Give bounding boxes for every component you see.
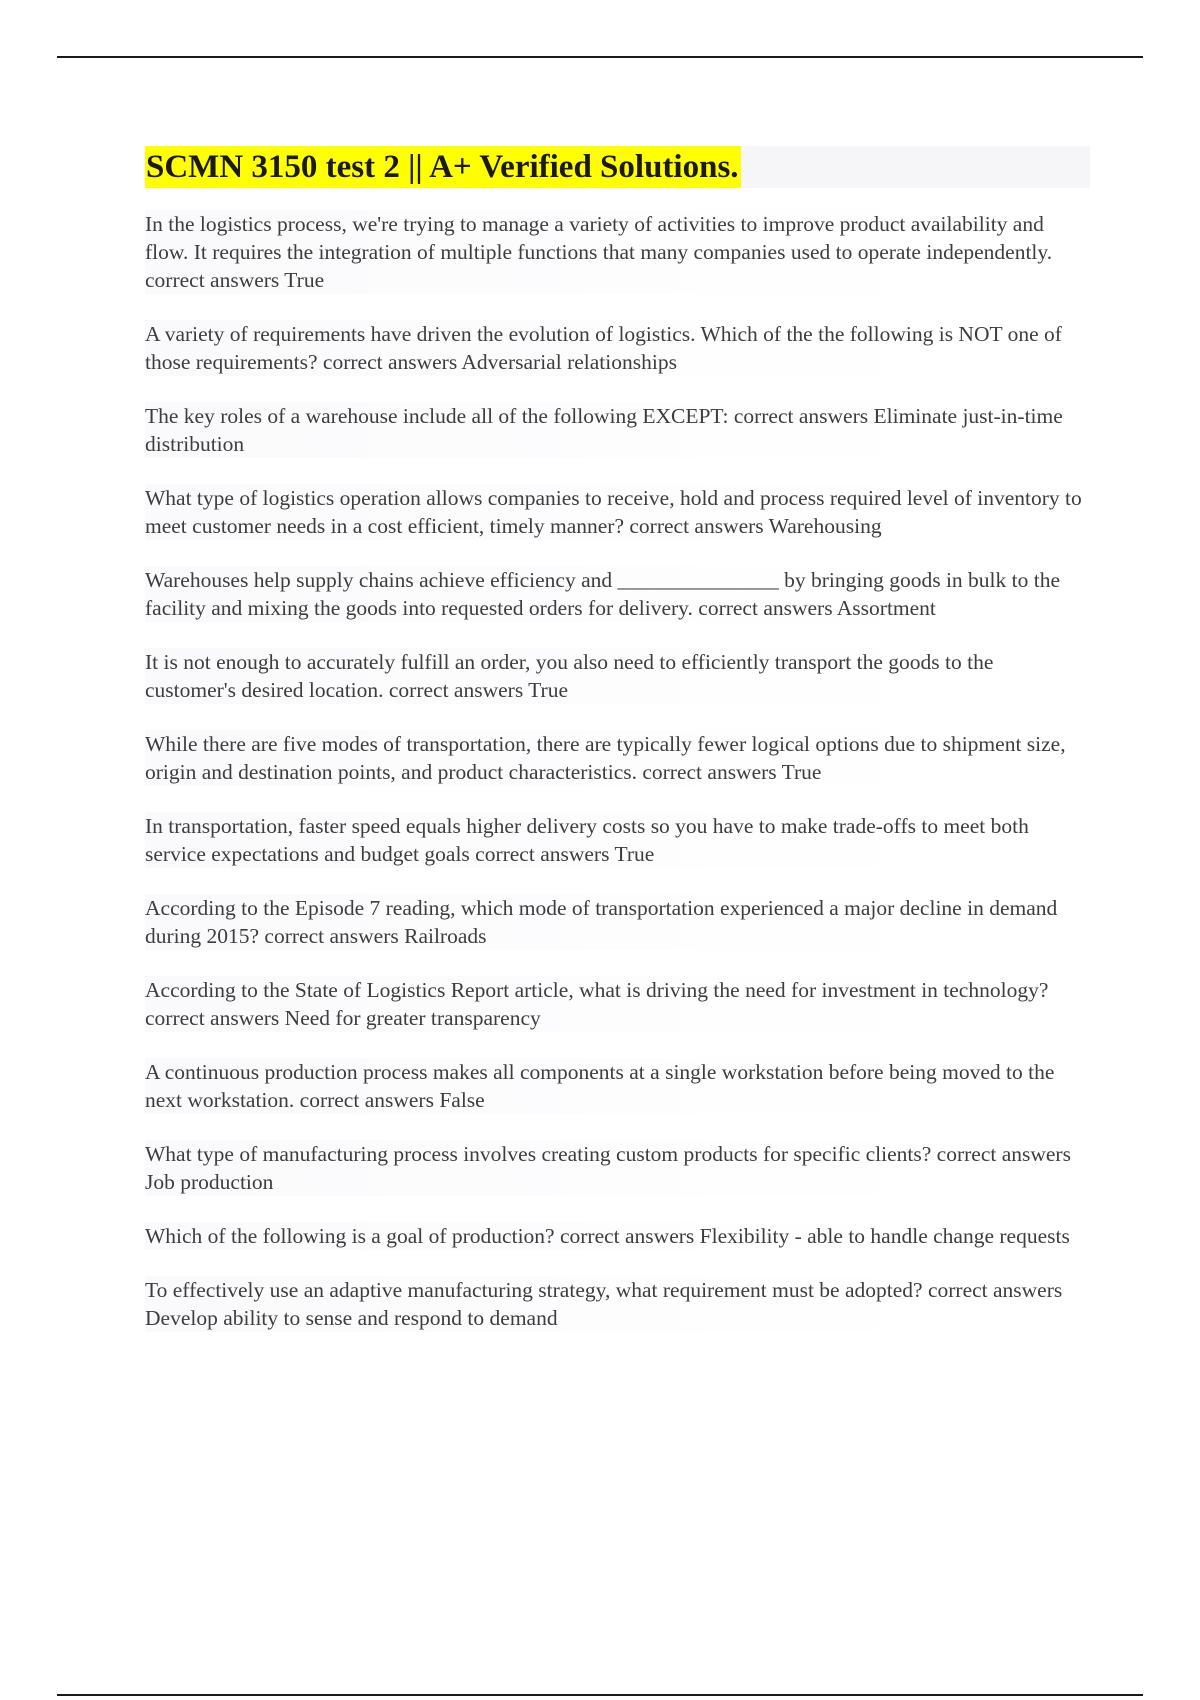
qa-item-9: According to the Episode 7 reading, which mode of transportation experienced a major decline in demand during 2015? correct answers Railroads — [145, 894, 1085, 950]
qa-item-1: In the logistics process, we're trying to manage a variety of activities to improve product availability and flow. It requires the integration of multiple functions that many companies used to operate independently. correct answers True — [145, 210, 1085, 294]
qa-item-14: To effectively use an adaptive manufacturing strategy, what requirement must be adopted? correct answers Develop ability to sense and respond to demand — [145, 1276, 1085, 1332]
qa-item-11: A continuous production process makes all components at a single workstation before being moved to the next workstation. correct answers False — [145, 1058, 1085, 1114]
qa-list — [145, 210, 1090, 1332]
qa-item-3: The key roles of a warehouse include all of the following EXCEPT: correct answers Eliminate just-in-time distribution — [145, 402, 1085, 458]
top-rule — [57, 56, 1143, 58]
qa-item-8: In transportation, faster speed equals higher delivery costs so you have to make trade-offs to meet both service expectations and budget goals correct answers True — [145, 812, 1085, 868]
document-title: SCMN 3150 test 2 || A+ Verified Solutions. — [145, 146, 741, 188]
qa-item-7: While there are five modes of transportation, there are typically fewer logical options due to shipment size, origin and destination points, and product characteristics. correct answers True — [145, 730, 1085, 786]
title-band — [145, 146, 1090, 188]
qa-item-2: A variety of requirements have driven the evolution of logistics. Which of the the following is NOT one of those requirements? correct answers Adversarial relationships — [145, 320, 1085, 376]
qa-item-5: Warehouses help supply chains achieve efficiency and _______________ by bringing goods in bulk to the facility and mixing the goods into requested orders for delivery. correct answers Assortment — [145, 566, 1085, 622]
qa-item-6: It is not enough to accurately fulfill an order, you also need to efficiently transport the goods to the customer's desired location. correct answers True — [145, 648, 1085, 704]
qa-item-10: According to the State of Logistics Report article, what is driving the need for investment in technology? correct answers Need for greater transparency — [145, 976, 1085, 1032]
document-content — [145, 146, 1090, 1358]
qa-item-13: Which of the following is a goal of production? correct answers Flexibility - able to handle change requests — [145, 1222, 1085, 1250]
qa-item-12: What type of manufacturing process involves creating custom products for specific clients? correct answers Job production — [145, 1140, 1085, 1196]
bottom-rule — [57, 1694, 1143, 1696]
qa-item-4: What type of logistics operation allows companies to receive, hold and process required level of inventory to meet customer needs in a cost efficient, timely manner? correct answers Warehousing — [145, 484, 1085, 540]
